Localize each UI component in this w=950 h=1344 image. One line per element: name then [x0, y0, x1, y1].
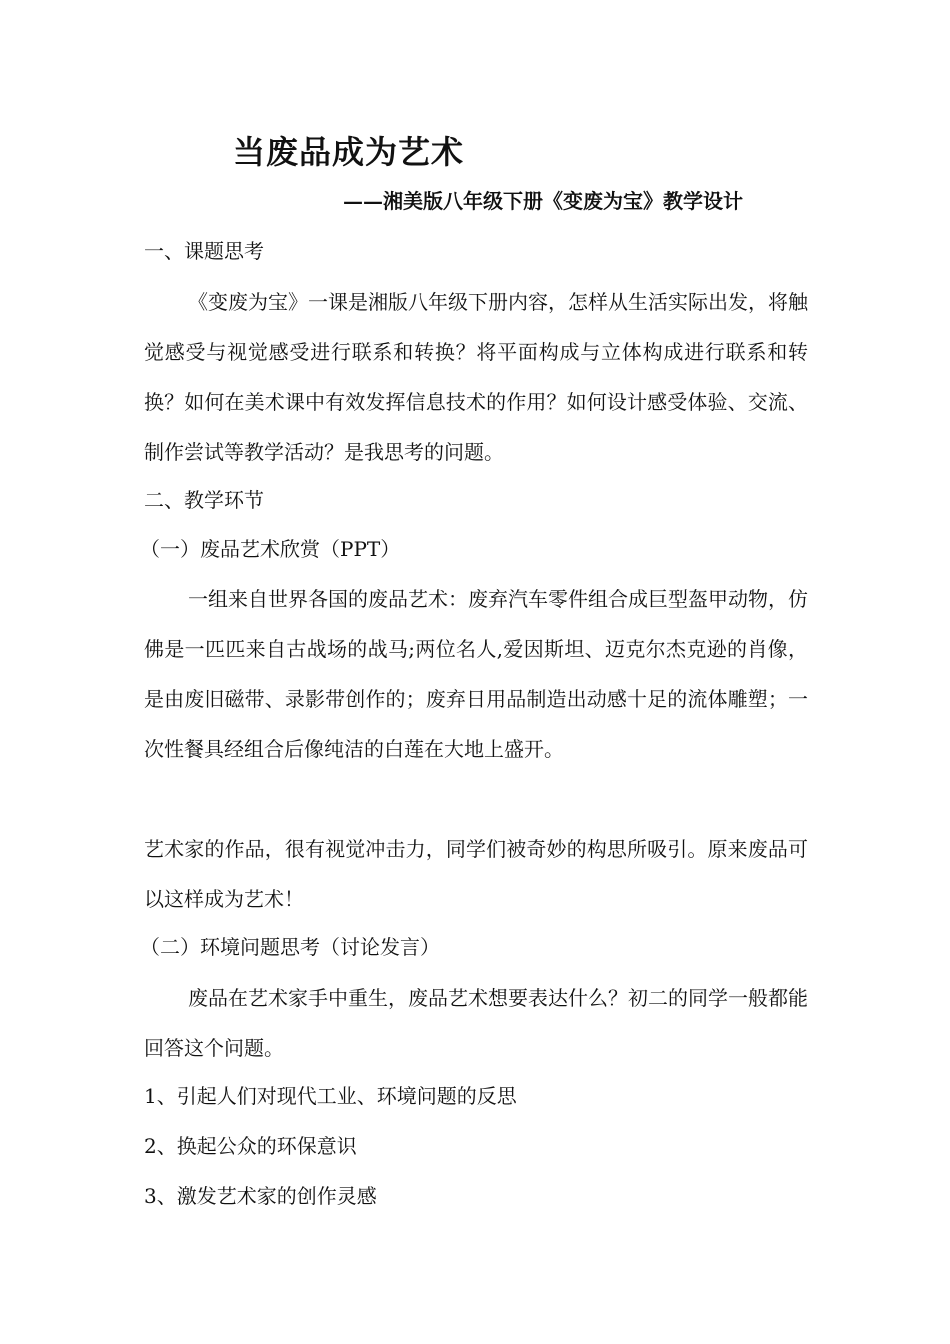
- subsection-2-paragraph: 废品在艺术家手中重生，废品艺术想要表达什么？初二的同学一般都能回答这个问题。: [144, 986, 808, 1060]
- list-item: 2、换起公众的环保意识: [144, 1134, 357, 1158]
- subsection-1-paragraph-2: 艺术家的作品，很有视觉冲击力，同学们被奇妙的构思所吸引。原来废品可以这样成为艺术！: [144, 837, 808, 911]
- list-item: 1、引起人们对现代工业、环境问题的反思: [144, 1084, 517, 1108]
- section-heading-1: 一、课题思考: [144, 239, 264, 263]
- subsection-heading-2: （二）环境问题思考（讨论发言）: [140, 935, 440, 959]
- section-1-paragraph: 《变废为宝》一课是湘版八年级下册内容，怎样从生活实际出发，将触觉感受与视觉感受进行联系和转换？将平面构成与立体构成进行联系和转换？如何在美术课中有效发挥信息技术的作用？如何设计感受体验、交流、制作尝试等教学活动？是我思考的问题。: [144, 290, 808, 464]
- document-title: 当废品成为艺术: [233, 133, 465, 171]
- document-subtitle: ——湘美版八年级下册《变废为宝》教学设计: [343, 189, 743, 213]
- list-item: 3、激发艺术家的创作灵感: [144, 1184, 377, 1208]
- section-heading-2: 二、教学环节: [144, 488, 264, 512]
- subsection-1-paragraph: 一组来自世界各国的废品艺术：废弃汽车零件组合成巨型盔甲动物，仿佛是一匹匹来自古战场的战马;两位名人,爱因斯坦、迈克尔杰克逊的肖像，是由废旧磁带、录影带创作的；废弃日用品制造出动感十足的流体雕塑；一次性餐具经组合后像纯洁的白莲在大地上盛开。: [144, 587, 808, 761]
- subsection-heading-1: （一）废品艺术欣赏（PPT）: [140, 537, 401, 561]
